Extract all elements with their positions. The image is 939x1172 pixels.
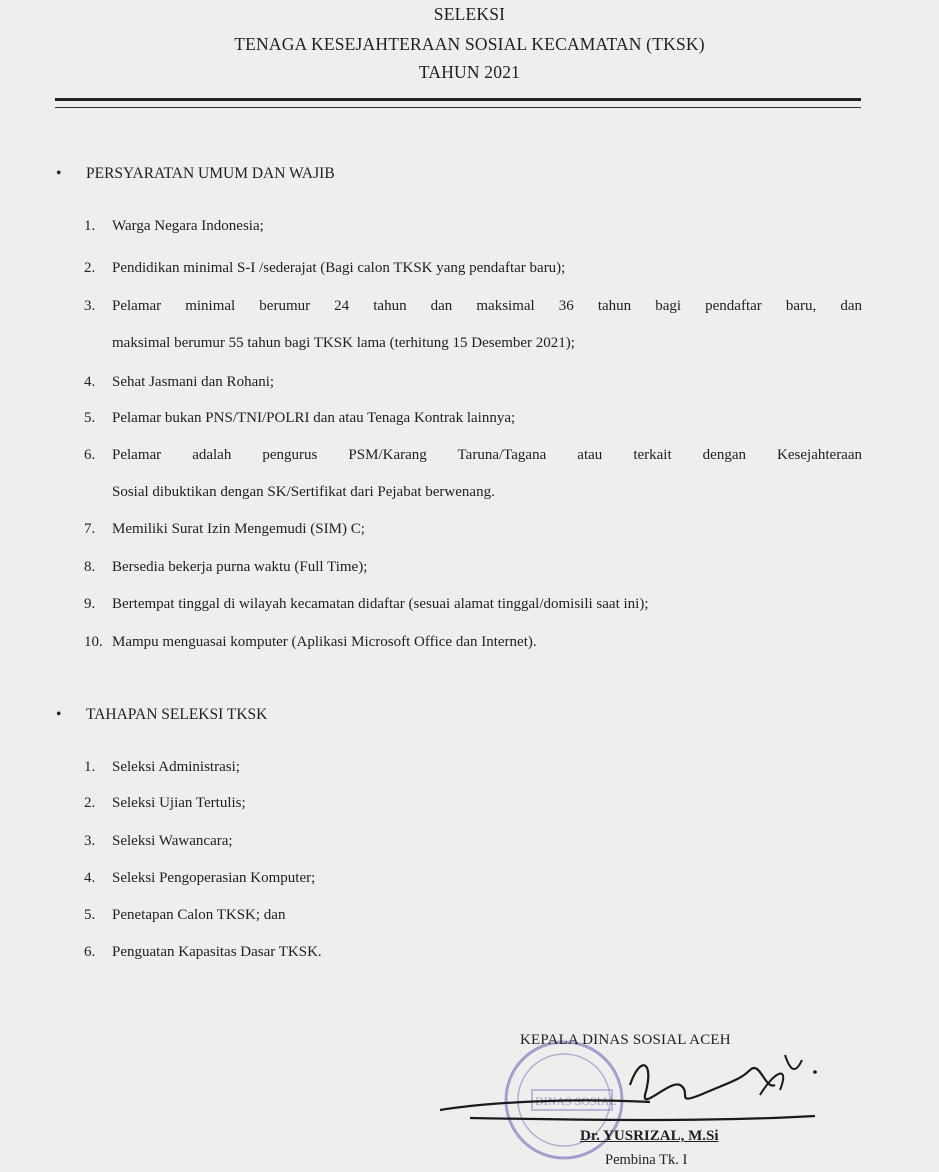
list-item: 7. Memiliki Surat Izin Mengemudi (SIM) C; — [84, 521, 365, 537]
handwritten-signature-icon — [430, 1040, 850, 1140]
signatory-rank: Pembina Tk. I — [605, 1152, 688, 1168]
list-item: 9. Bertempat tinggal di wilayah kecamatan didaftar (sesuai alamat tinggal/domisili saat ini); — [84, 596, 649, 612]
list-item: 4. Seleksi Pengoperasian Komputer; — [84, 870, 316, 886]
list-item: 5. Pelamar bukan PNS/TNI/POLRI dan atau Tenaga Kontrak lainnya; — [84, 410, 516, 426]
list-item: 2. Seleksi Ujian Tertulis; — [84, 795, 246, 811]
section-title: TAHAPAN SELEKSI TKSK — [86, 706, 268, 723]
signatory-name: Dr. YUSRIZAL, M.Si — [580, 1128, 719, 1144]
signatory-title: KEPALA DINAS SOSIAL ACEH — [520, 1032, 731, 1048]
header-line-2: TENAGA KESEJAHTERAAN SOSIAL KECAMATAN (TKSK) — [234, 34, 705, 54]
list-item: 6. Penguatan Kapasitas Dasar TKSK. — [84, 944, 322, 960]
list-item: 8. Bersedia bekerja purna waktu (Full Time); — [84, 559, 368, 575]
header-line-3: TAHUN 2021 — [418, 62, 521, 82]
list-item: 10. Mampu menguasai komputer (Aplikasi Microsoft Office dan Internet). — [84, 634, 537, 650]
bullet: • — [56, 706, 62, 723]
section-stages-heading — [56, 706, 267, 724]
header-divider — [55, 98, 861, 108]
list-item: 3. Pelamar minimal berumur 24 tahun dan maksimal 36 tahun bagi pendaftar baru, dan maksimal berumur 55 tahun bagi TKSK lama (terhitung 15 Desember 2021); — [84, 298, 862, 351]
section-title: PERSYARATAN UMUM DAN WAJIB — [86, 165, 335, 182]
list-item: 3. Seleksi Wawancara; — [84, 833, 233, 849]
bullet: • — [56, 165, 62, 182]
list-item: 5. Penetapan Calon TKSK; dan — [84, 907, 286, 923]
list-item: 6. Pelamar adalah pengurus PSM/Karang Taruna/Tagana atau terkait dengan Kesejahteraan Sosial dibuktikan dengan SK/Sertifikat dari Pejabat berwenang. — [84, 447, 862, 500]
list-item: 4. Sehat Jasmani dan Rohani; — [84, 374, 275, 390]
list-item: 1. Seleksi Administrasi; — [84, 759, 240, 775]
section-requirements-heading — [56, 165, 335, 183]
list-item: 1. Warga Negara Indonesia; — [84, 218, 264, 234]
list-item: 2. Pendidikan minimal S-I /sederajat (Bagi calon TKSK yang pendaftar baru); — [84, 260, 566, 276]
header-line-1: SELEKSI — [433, 4, 506, 24]
stamp-text: DINAS SOSIAL — [535, 1094, 617, 1108]
